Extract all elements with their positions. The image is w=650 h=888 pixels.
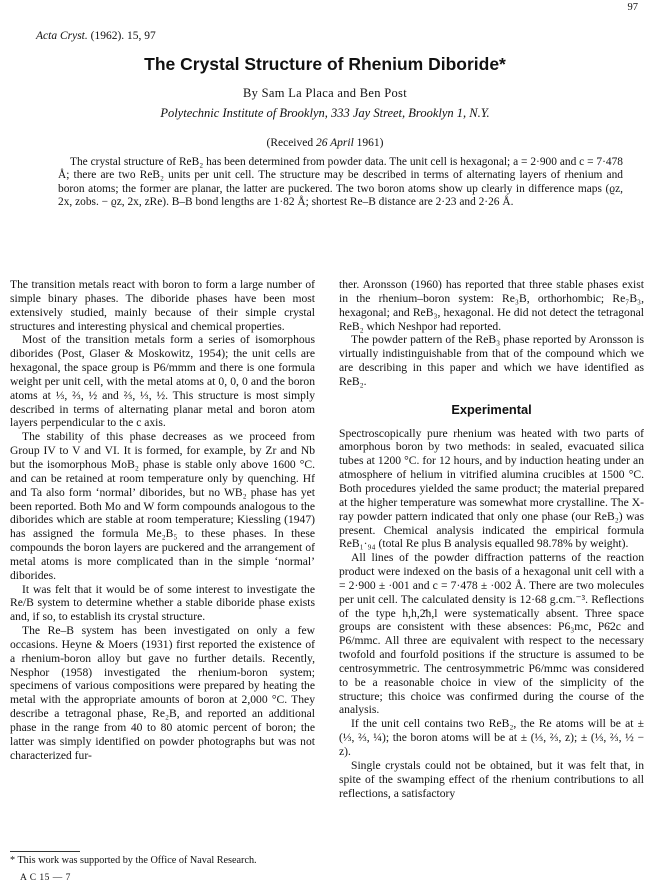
received-date (0, 137, 650, 149)
paragraph: The stability of this phase decreases as we proceed from Group IV to V and VI. It is formed, for example, by Zr and Nb but the isomorphous MoB₂ phase is stable only above 1600 °C. and can be retained at room temperature only by quenching. Hf and Ta also form ‘normal’ diborides, but no WB₂ phase has yet been reported. Both Mo and W form compounds analogous to the diborides which are stable at room temperature; Kiessling (1947) has assigned the formula Me₂B₅ to these phases. In these compounds the boron layers are puckered and the arrangement of metal atoms is more complicated than in the simple ‘normal’ diborides. (10, 430, 315, 582)
paragraph: ther. Aronsson (1960) has reported that three stable phases exist in the rhenium–boron system: Re₃B, orthorhombic; Re₇B₃, hexagonal; and ReB₃, hexagonal. He did not detect the tetragonal ReB₂ which Neshpor had reported. (339, 278, 644, 333)
paragraph: It was felt that it would be of some interest to investigate the Re/B system to determine whether a stable diboride phase exists and, if so, to establish its crystal structure. (10, 582, 315, 624)
citation-details: (1962). 15, 97 (90, 30, 156, 42)
received-label: (Received (266, 137, 314, 149)
footnote: * This work was supported by the Office of Naval Research. (10, 855, 257, 866)
paragraph: The Re–B system has been investigated on only a few occasions. Heyne & Moers (1931) first reported the existence of a rhenium-boron alloy but gave no further details. Recently, Nesphor (1958) investigated the rhenium-boron system; specimens of various compositions were prepared by heating the metal with the appropriate amounts of boron at 2,000 °C. They describe a tetragonal phase, Re₂B, and reported an additional phase in the range from 40 to 80 atomic percent of boron; the latter was simply identified on powder photographs but was not characterized fur- (10, 624, 315, 762)
left-column (10, 278, 315, 763)
paragraph: The powder pattern of the ReB₃ phase reported by Aronsson is virtually indistinguishable from that of the compound which we are describing in this paper and which we have identified as ReB₂. (339, 333, 644, 388)
journal-citation (36, 30, 156, 42)
paragraph: All lines of the powder diffraction patterns of the reaction product were indexed on the basis of a hexagonal unit cell with a = 2·900 ± ·001 and c = 7·478 ± ·002 Å. There are two molecules per unit cell. The calculated density is 12·68 g.cm.⁻³. Reflections of the type h,h,2̄h,l were systematically absent. Three space groups are consistent with these absences: P6₃mc, P6̄2c and P6/mmc. All three are equivalent with respect to the necessary twofold and fourfold positions if the structure is assumed to be centrosymmetric. The centrosymmetric P6/mmc was considered to be a reasonable choice in view of the simplicity of the structure; this choice was confirmed during the course of the analysis. (339, 551, 644, 717)
section-heading-experimental: Experimental (451, 401, 532, 417)
received-day: 26 April (315, 137, 354, 149)
authors: By Sam La Placa and Ben Post (243, 86, 407, 100)
paper-title: The Crystal Structure of Rhenium Diboride* (144, 54, 506, 74)
received-year: 1961) (356, 137, 384, 149)
paragraph: Most of the transition metals form a series of isomorphous diborides (Post, Glaser & Moskowitz, 1954); the unit cells are hexagonal, the space group is P6/mmm and there is one formula weight per unit cell, with the metal atoms at 0, 0, 0 and the boron atoms at ⅓, ⅔, ½ and ⅔, ⅓, ½. This structure is most simply described in terms of alternating planar metal and boron atom layers perpendicular to the c axis. (10, 333, 315, 430)
paragraph: Spectroscopically pure rhenium was heated with two parts of amorphous boron by two methods: in sealed, evacuated silica tubes at 1200 °C. for 12 hours, and by induction heating under an atmosphere of helium in vitrified alumina crucibles at 1500 °C. Both procedures yielded the same product; the material prepared at the higher temperature was somewhat more crystalline. The X-ray powder pattern indicated that only one phase (our ReB₂) was present. Chemical analysis indicated the empirical formula ReB₁·₉₄ (total Re plus B analysis equalled 98.78% by weight). (339, 426, 644, 551)
page-code: A C 15 — 7 (20, 873, 71, 883)
paragraph: Single crystals could not be obtained, but it was felt that, in spite of the swamping effect of the rhenium contributions to all reflections, a satisfactory (339, 758, 644, 800)
journal-name: Acta Cryst. (36, 30, 88, 42)
footnote-rule (10, 851, 80, 852)
abstract: The crystal structure of ReB₂ has been determined from powder data. The unit cell is hexagonal; a = 2·900 and c = 7·478 Å; there are two ReB₂ units per unit cell. The structure may be described in terms of alternating layers of rhenium and boron atoms; the former are planar, the latter are puckered. The two boron atoms show up clearly in difference maps (ϱz, 2x, zobs. − ϱz, 2x, zRe). B–B bond lengths are 1·82 Å; shortest Re–B distance are 2·23 and 2·26 Å. (58, 156, 623, 209)
paragraph: If the unit cell contains two ReB₂, the Re atoms will be at ± (⅓, ⅔, ¼); the boron atoms will be at ± (⅓, ⅔, z); ± (⅓, ⅔, ½ − z). (339, 717, 644, 758)
page-number: 97 (627, 2, 638, 13)
right-column (339, 278, 644, 800)
paragraph: The transition metals react with boron to form a large number of simple binary phases. The diboride phases have been most extensively studied, mainly because of their simple crystal structures and interesting physical and chemical properties. (10, 278, 315, 333)
affiliation: Polytechnic Institute of Brooklyn, 333 Jay Street, Brooklyn 1, N.Y. (160, 106, 490, 120)
